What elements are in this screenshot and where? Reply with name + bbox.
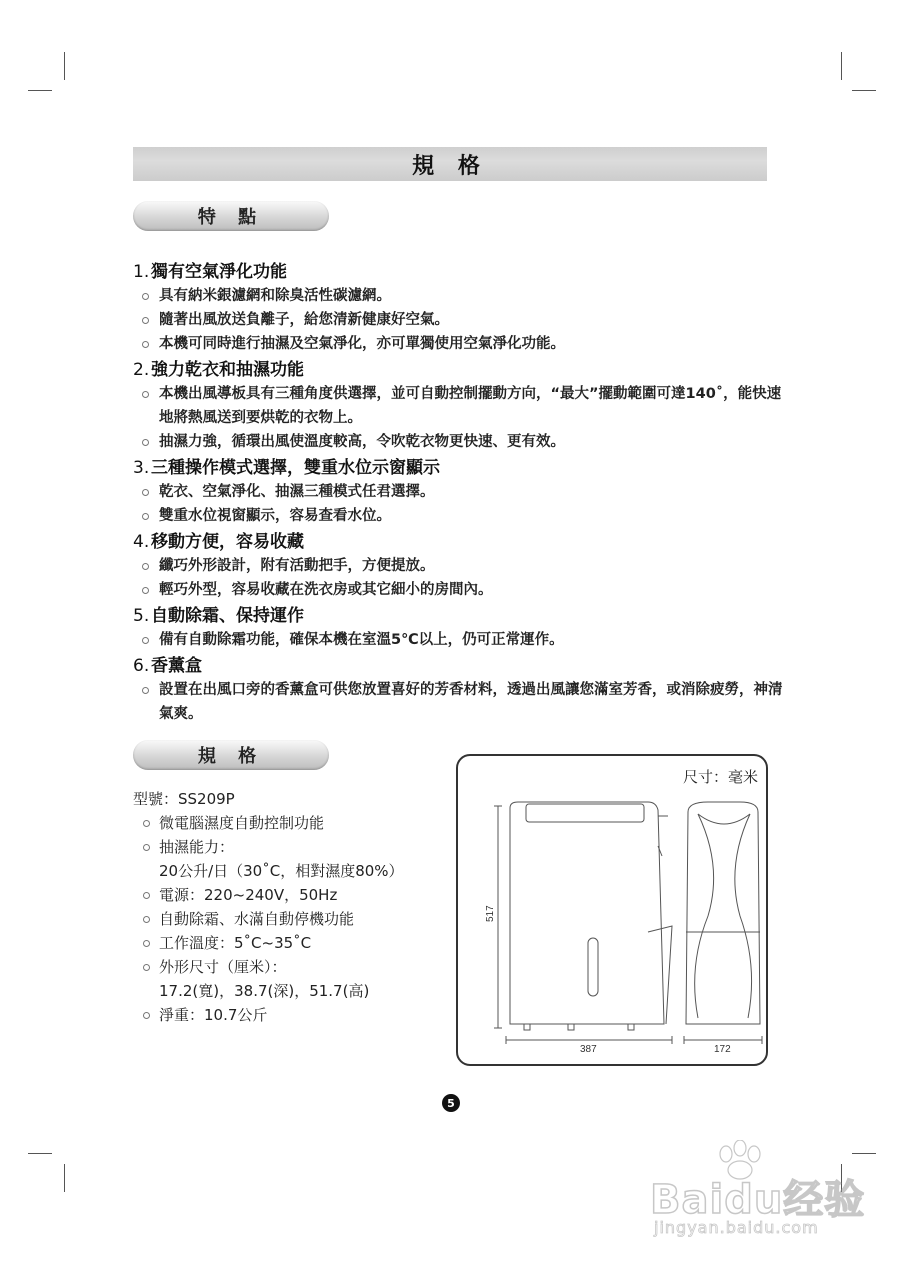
dehumidifier-drawing — [458, 756, 766, 1064]
feature-block — [133, 456, 793, 528]
features-section-label: 特 點 — [133, 201, 329, 231]
feature-heading: 獨有空氣淨化功能 — [151, 262, 287, 282]
feature-bullet: 隨著出風放送負離子，給您清新健康好空氣。 — [139, 308, 793, 332]
feature-bullet: 雙重水位視窗顯示，容易查看水位。 — [139, 504, 793, 528]
page-number: 5 — [442, 1094, 460, 1112]
specs-section-label: 規 格 — [133, 740, 329, 770]
feature-block — [133, 604, 793, 652]
feature-heading: 三種操作模式選擇，雙重水位示窗顯示 — [151, 458, 440, 478]
crop-mark — [64, 52, 65, 80]
feature-block — [133, 358, 793, 454]
spec-item: 工作溫度：5˚C~35˚C — [133, 931, 433, 955]
feature-bullet: 本機可同時進行抽濕及空氣淨化，亦可單獨使用空氣淨化功能。 — [139, 332, 793, 356]
water-level-window — [588, 938, 598, 996]
feature-number: 3. — [133, 458, 150, 478]
depth-dimension: 387 — [580, 1044, 597, 1055]
features-list — [133, 258, 793, 726]
spec-item-detail: 17.2(寬)，38.7(深)，51.7(高) — [159, 982, 370, 1000]
dehumidifier-side-view — [510, 802, 664, 1024]
crop-mark — [841, 52, 842, 80]
dehumidifier-front-view — [686, 802, 760, 1024]
feature-heading: 移動方便，容易收藏 — [151, 532, 304, 552]
feature-bullet: 設置在出風口旁的香薰盒可供您放置喜好的芳香材料，透過出風讓您滿室芳香，或消除疲勞，神清氣爽。 — [139, 678, 793, 726]
feature-number: 5. — [133, 606, 150, 626]
dimension-diagram — [456, 754, 768, 1066]
feature-bullet: 抽濕力強，循環出風使溫度較高，令吹乾衣物更快速、更有效。 — [139, 430, 793, 454]
feature-bullet: 本機出風導板具有三種角度供選擇，並可自動控制擺動方向，“最大”擺動範圍可達140˚，能快速地將熱風送到要烘乾的衣物上。 — [139, 382, 793, 430]
feature-number: 1. — [133, 262, 150, 282]
feature-block — [133, 260, 793, 356]
crop-mark — [28, 90, 52, 91]
feature-bullet: 纖巧外形設計，附有活動把手，方便提放。 — [139, 554, 793, 578]
crop-mark — [852, 90, 876, 91]
crop-mark — [28, 1153, 52, 1154]
feature-bullet: 具有納米銀濾網和除臭活性碳濾網。 — [139, 284, 793, 308]
height-dimension: 517 — [485, 905, 496, 922]
page-title: 規 格 — [133, 147, 767, 181]
watermark-url: jingyan.baidu.com — [654, 1218, 819, 1237]
watermark — [640, 1140, 870, 1250]
spec-item: 自動除霜、水滿自動停機功能 — [133, 907, 433, 931]
feature-bullet: 輕巧外型，容易收藏在洗衣房或其它細小的房間內。 — [139, 578, 793, 602]
feature-heading: 強力乾衣和抽濕功能 — [151, 360, 304, 380]
feature-bullet: 乾衣、空氣淨化、抽濕三種模式任君選擇。 — [139, 480, 793, 504]
spec-item-detail: 20公升/日（30˚C，相對濕度80%） — [159, 862, 404, 880]
spec-item: 電源：220~240V，50Hz — [133, 883, 433, 907]
feature-number: 4. — [133, 532, 150, 552]
feature-block — [133, 654, 793, 726]
spec-item: 外形尺寸（厘米）： — [133, 955, 433, 979]
spec-item: 微電腦濕度自動控制功能 — [133, 811, 433, 835]
spec-item: 淨重：10.7公斤 — [133, 1003, 433, 1027]
feature-bullet: 備有自動除霜功能，確保本機在室溫5℃以上，仍可正常運作。 — [139, 628, 793, 652]
width-dimension: 172 — [714, 1044, 731, 1055]
feature-heading: 自動除霜、保持運作 — [151, 606, 304, 626]
feature-block — [133, 530, 793, 602]
spec-item: 抽濕能力： — [133, 835, 433, 859]
feature-number: 2. — [133, 360, 150, 380]
feature-number: 6. — [133, 656, 150, 676]
model-number: 型號：SS209P — [133, 790, 235, 808]
watermark-logo: Baidu经验 — [650, 1177, 866, 1223]
feature-heading: 香薰盒 — [151, 656, 202, 676]
crop-mark — [64, 1164, 65, 1192]
specs-list — [133, 787, 433, 1027]
unit-label: 尺寸：毫米 — [682, 768, 758, 786]
